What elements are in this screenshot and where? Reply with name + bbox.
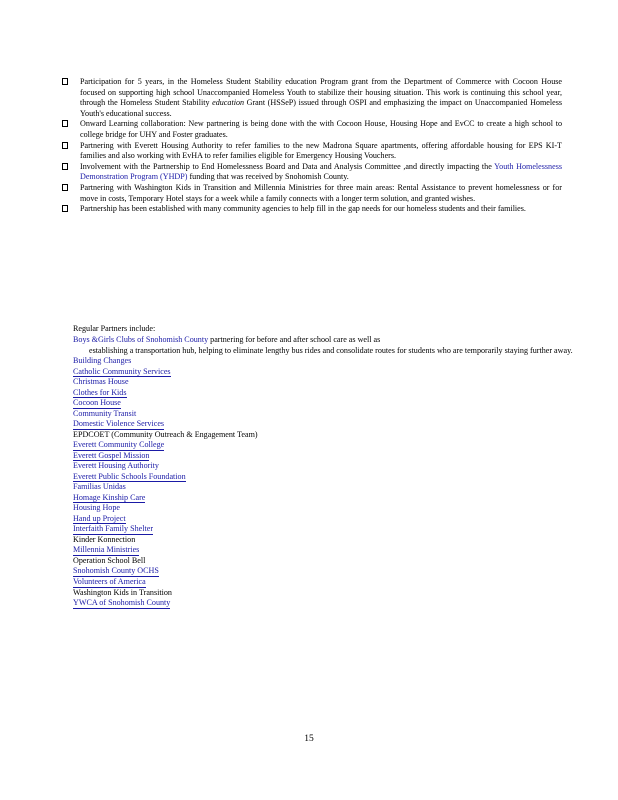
bullet-box-icon — [62, 142, 68, 149]
partner-item: Housing Hope — [73, 503, 120, 513]
partner-item: Community Transit — [73, 408, 137, 418]
partner-list — [73, 356, 573, 608]
page-number: 15 — [304, 734, 314, 744]
bullet-box-icon — [62, 184, 68, 191]
bullet-text: Grant (HSSeP) issued through OSPI and emphasizing the impact on Unaccompanied Homeless Youth's educational success. — [80, 98, 562, 118]
bullet-item — [62, 162, 562, 183]
partners-intro — [73, 335, 573, 345]
partner-item[interactable]: Homage Kinship Care — [73, 492, 146, 502]
partner-item[interactable]: Snohomish County OCHS — [73, 566, 159, 576]
partner-item: Building Changes — [73, 356, 132, 366]
bullet-item — [62, 77, 562, 119]
partner-item[interactable]: Domestic Violence Services — [73, 419, 165, 429]
bullet-item — [62, 183, 562, 204]
partner-item: Washington Kids in Transition — [73, 587, 172, 597]
partner-item[interactable]: Volunteers of America — [73, 577, 146, 586]
partner-item[interactable]: Everett Gospel Mission — [73, 450, 150, 460]
partner-item: Kinder Konnection — [73, 535, 136, 544]
bullet-item — [62, 141, 562, 162]
partner-item[interactable]: Interfaith Family Shelter — [73, 524, 154, 534]
partners-intro-text: partnering for before and after school care as well as — [208, 335, 381, 345]
partner-item: Operation School Bell — [73, 556, 146, 565]
partner-item: Christmas House — [73, 377, 129, 387]
partner-item[interactable]: YWCA of Snohomish County — [73, 598, 171, 607]
partner-item[interactable]: Clothes for Kids — [73, 387, 127, 397]
bullet-box-icon — [62, 205, 68, 212]
partner-item: Everett Housing Authority — [73, 461, 159, 471]
bullet-text: Involvement with the Partnership to End Homelessness Board and Data and Analysis Committee ,and directly impacting the — [80, 161, 495, 171]
partner-item[interactable]: Cocoon House — [73, 398, 121, 408]
bullet-text: Partnering with Everett Housing Authority to refer families to the new Madrona Square apartments, offering affordable housing for EPS KI-T families and also working with EvHA to refer families eligible for Emergency Housing Vouchers. — [80, 140, 562, 161]
bullet-link-text[interactable]: Youth Homelessness Demonstration Program (YHDP) — [80, 161, 562, 182]
partner-item: EPDCOET (Community Outreach & Engagement Team) — [73, 429, 258, 439]
partners-intro-continuation: establishing a transportation hub, helping to eliminate lengthy bus rides and consolidate routes for students who are temporarily staying further away. — [89, 345, 573, 355]
bullet-text: education — [212, 98, 245, 108]
bullet-box-icon — [62, 163, 68, 170]
partners-heading: Regular Partners include: — [73, 324, 156, 333]
bullet-text: Partnering with Washington Kids in Transition and Millennia Ministries for three main areas: Rental Assistance to prevent homelessness or for move in costs, Temporary Hotel stays for a week while a family connects with a longer term solution, and granted wishes. — [80, 182, 562, 203]
boys-girls-clubs-link[interactable]: Boys &Girls Clubs of Snohomish County — [73, 335, 209, 345]
bullet-box-icon — [62, 78, 68, 85]
bullet-text: funding that was received by Snohomish County. — [187, 172, 349, 182]
bullet-text: Partnership has been established with many community agencies to help fill in the gap needs for our homeless students and their families. — [80, 204, 526, 214]
partner-item[interactable]: Millennia Ministries — [73, 545, 140, 555]
partner-item[interactable]: Hand up Project — [73, 513, 126, 523]
bullet-text: Participation for 5 years, in the Homeless Student Stability education Program grant from the Department of Commerce with Cocoon House focused on supporting high school Unaccompanied Homeless Youth to stabilize their housing situation. This work is continuing this school year, through the Homeless Student Stability — [80, 77, 562, 108]
partner-item[interactable]: Catholic Community Services — [73, 366, 171, 376]
bullet-item — [62, 119, 562, 140]
partner-item: Familias Unidas — [73, 482, 126, 492]
bullet-list — [62, 77, 562, 215]
partner-item[interactable]: Everett Community College — [73, 440, 165, 450]
bullet-item — [62, 204, 562, 215]
partner-item[interactable]: Everett Public Schools Foundation — [73, 471, 186, 481]
bullet-box-icon — [62, 120, 68, 127]
partners-section — [73, 324, 573, 609]
bullet-text: Onward Learning collaboration: New partnering is being done with the with Cocoon House, Housing Hope and EvCC to create a high school to college bridge for UHY and Foster graduates. — [80, 119, 562, 139]
